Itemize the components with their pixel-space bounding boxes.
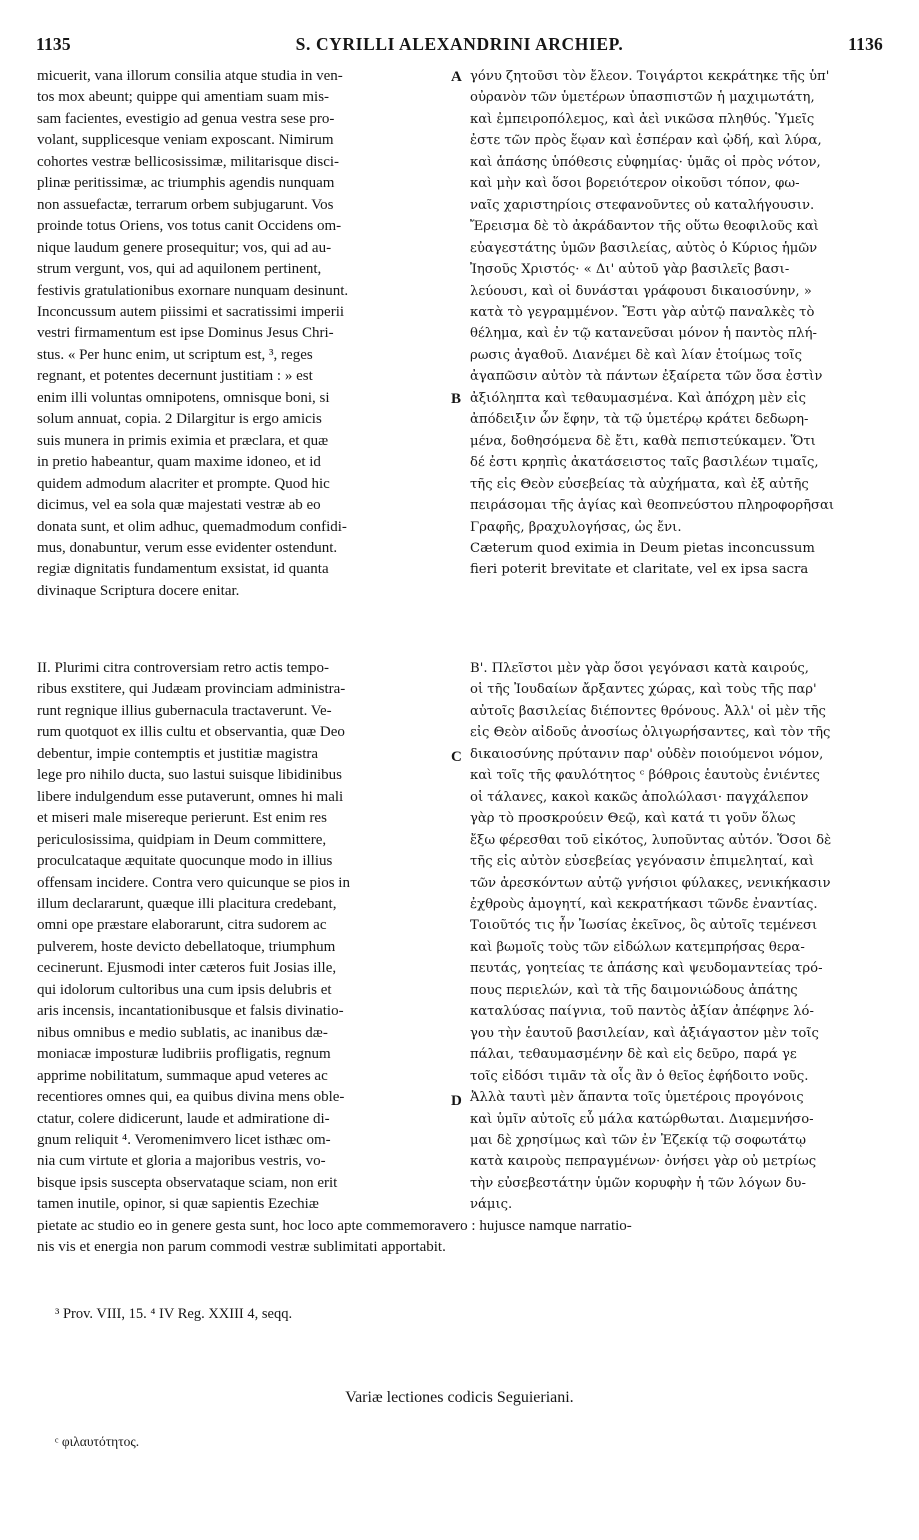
greek-line: τῶν ἀρεσκόντων αὐτῷ γνήσιοι φύλακες, νενικήκασιν	[470, 875, 831, 891]
latin-line: II. Plurimi citra controversiam retro actis tempo-	[37, 660, 329, 676]
latin-line: Inconcussum autem piissimi et sacratissimi imperii	[37, 303, 345, 320]
latin-line: sam facientes, evestigio ad genua vestra sese pro-	[37, 110, 335, 127]
greek-line: θέλημα, καὶ ἐν τῷ κατανεῦσαι μόνον ἡ παντὸς πλή-	[470, 326, 817, 342]
latin-line: illum declararunt, quæque illi placitura credebant,	[37, 895, 337, 912]
latin-line: festivis gratulationibus exornare nunquam desinunt.	[37, 282, 349, 299]
greek-line: γὰρ τὸ προσκρούειν Θεῷ, καὶ κατά τι γοῦν ὅλως	[470, 811, 796, 827]
latin-line: nique laudum genere prosequitur; vos, qui ad au-	[37, 239, 332, 256]
scripture-footnotes: ³ Prov. VIII, 15. ⁴ IV Reg. XXIII 4, seqq.	[55, 1306, 293, 1322]
greek-line: Β'. Πλεῖστοι μὲν γὰρ ὅσοι γεγόνασι κατὰ καιρούς,	[470, 661, 809, 676]
latin-line: offensam incidere. Contra vero quicunque se pios in	[37, 874, 350, 891]
greek-line: εὐαγεστάτης ὑμῶν βασιλείας, αὐτὸς ὁ Κύριος ἡμῶν	[470, 240, 818, 256]
latin-line: runt regnique illius gubernacula tractaverunt. Ve-	[37, 702, 332, 719]
latin-line: solum annuat, copia. 2 Dilargitur is ergo amicis	[37, 411, 322, 428]
latin-line: divinaque Scriptura docere enitar.	[37, 582, 240, 599]
closing-wide-paragraph	[37, 1216, 880, 1259]
greek-line: αὐτοῖς βασιλείας διέποντες θρόνους. Ἀλλ' οἱ μὲν τῆς	[470, 703, 826, 719]
greek-column-section-2	[470, 658, 880, 1216]
greek-line: γου τὴν ἑαυτοῦ βασιλείαν, καὶ ἀξιάγαστον μὲν τοῖς	[470, 1025, 819, 1041]
greek-line: ἀγαπῶσιν αὐτὸν τὰ πάντων ἐξαίρετα τῶν ὅσα ἐστὶν	[470, 369, 823, 385]
greek-line: ἐχθροὺς ἀμογητί, καὶ κεκρατήκασι τῶνδε ἐναντίας.	[470, 896, 818, 912]
greek-line: καὶ μὴν καὶ ὅσοι βορειότερον οἰκοῦσι τόπον, φω-	[470, 176, 800, 192]
latin-line: dicimus, vel ea sola quæ majestati vestræ ab eo	[37, 497, 321, 514]
latin-line: nia cum virtute et gloria a majoribus vestris, vo-	[37, 1153, 326, 1170]
latin-line: in pretio habeantur, quam maxime idoneo, et id	[37, 454, 321, 471]
greek-line: Ἔρεισμα δὲ τὸ ἀκράδαντον τῆς οὕτω θεοφιλοῦς καὶ	[470, 219, 819, 235]
latin-line: quidem admodum alacriter et prompte. Quod hic	[37, 475, 330, 492]
latin-line: nibus omnibus e medio sublatis, ac inanibus dæ-	[37, 1024, 328, 1041]
greek-line: Ἀλλὰ ταυτὶ μὲν ἅπαντα τοῖς ὑμετέροις προγόνοις	[470, 1090, 804, 1106]
greek-line: ναῖς χαριστηρίοις στεφανοῦντες οὐ καταλήγουσιν.	[470, 197, 815, 213]
latin-line: debentur, impie contemptis et justitiæ magistra	[37, 745, 319, 762]
latin-line: stus. « Per hunc enim, ut scriptum est, ³, reges	[37, 346, 313, 363]
latin-line: et miseri male misereque perierunt. Est enim res	[37, 810, 327, 827]
latin-line: proinde totus Oriens, vos totus canit Occidens om-	[37, 218, 342, 235]
greek-line: τῆς εἰς αὐτὸν εὐσεβείας γεγόνασιν ἐπιμεληταί, καὶ	[470, 854, 815, 870]
greek-line: λεύουσι, καὶ οἱ δυνάσται γράφουσι δικαιοσύνην, »	[470, 283, 812, 299]
latin-line: vestri firmamentum est ipse Dominus Jesus Chri-	[37, 325, 334, 342]
latin-line: enim illi voluntas omnipotens, omnisque boni, si	[37, 389, 330, 406]
variant-readings-caption: Variæ lectiones codicis Seguieriani.	[345, 1389, 574, 1406]
greek-column-section-1	[470, 66, 880, 581]
latin-line: periculosissima, quidpiam in Deum committere,	[37, 831, 327, 848]
latin-line: rum quotquot ex illis cultu et observantia, quæ Deo	[37, 724, 345, 741]
greek-line: πειράσομαι τῆς ἁγίας καὶ θεοπνεύστου πληροφορῆσαι	[470, 498, 835, 514]
variant-reading-c: ᶜ φιλαυτότητος.	[55, 1434, 140, 1449]
latin-line: cohortes vestræ bellicosissimæ, militarisque disci-	[37, 153, 340, 170]
greek-line: καταλύσας παίγνια, τοῦ παντὸς ἀξίαν ἀπέφηνε λό-	[470, 1004, 814, 1020]
greek-line: εἰς Θεὸν αἰδοῦς ἀνοσίως ὀλιγωρήσαντες, καὶ τὸν τῆς	[470, 725, 831, 741]
latin-line: non assuefactæ, terrarum orbem subjugarunt. Vos	[37, 196, 334, 213]
latin-line: moniacæ imposturæ ludibriis profligatis, regnum	[37, 1046, 331, 1063]
greek-line: ἀξιόληπτα καὶ τεθαυμασμένα. Καὶ ἀπόχρη μὲν εἰς	[470, 390, 806, 406]
latin-line: pulverem, hoste devicto debellatoque, triumphum	[37, 938, 336, 955]
greek-line: νάμις.	[470, 1197, 513, 1213]
latin-line: strum vergunt, vos, qui ad aquilonem pertinent,	[37, 261, 322, 278]
latin-line: regiæ dignitatis fundamentum exsistat, id quanta	[37, 561, 329, 578]
latin-column-section-1	[37, 66, 445, 602]
latin-line: libere indulgendum esse putaverunt, omnes hi mali	[37, 788, 344, 805]
latin-line: recentiores omnes qui, ea quibus divina mens oble-	[37, 1089, 345, 1106]
latin-line: tos mox abeunt; quippe qui amentiam suam mis-	[37, 89, 330, 106]
latin-line: bisque ipsis suscepta observataque sciam, non erit	[37, 1174, 338, 1191]
margin-marker-c: C	[451, 749, 462, 765]
latin-line: omni ope præstare elaborarunt, citra sudorem ac	[37, 917, 327, 934]
running-title: S. CYRILLI ALEXANDRINI ARCHIEP.	[295, 34, 624, 54]
greek-line: Ἰησοῦς Χριστός· « Δι' αὐτοῦ γὰρ βασιλεῖς βασι-	[470, 262, 790, 278]
greek-line: μαι δὲ χρησίμως καὶ τῶν ἐν Ἐζεκίᾳ τῷ σοφωτάτῳ	[470, 1132, 806, 1148]
greek-line: Τοιοῦτός τις ἦν Ἰωσίας ἐκεῖνος, ὃς αὐτοῖς τεμένεσι	[470, 918, 818, 934]
greek-line: πάλαι, τεθαυμασμένην δὲ καὶ εἰς δεῦρο, παρά γε	[470, 1047, 797, 1063]
greek-line: τῆς εἰς Θεὸν εὐσεβείας τὰ αὐχήματα, καὶ ἐξ αὐτῆς	[470, 476, 809, 492]
latin-line: apprime nobilitatum, summaque apud veteres ac	[37, 1067, 328, 1084]
greek-line: γόνυ ζητοῦσι τὸν ἔλεον. Τοιγάρτοι κεκράτηκε τῆς ὑπ'	[470, 69, 830, 84]
latin-line: plinæ peritissimæ, ac triumphis agendis nunquam	[37, 175, 335, 192]
greek-line: ἐστε τῶν πρὸς ἕῳαν καὶ ἑσπέραν καὶ ᾠδή, καὶ λύρα,	[470, 133, 822, 149]
greek-line: οἱ τῆς Ἰουδαίων ἄρξαντες χώρας, καὶ τοὺς τῆς παρ'	[470, 682, 817, 698]
latin-line: regnant, et potentes decernunt justitiam : » est	[37, 368, 313, 385]
latin-line: ctatur, colere didicerunt, laude et admiratione di-	[37, 1110, 330, 1127]
greek-line: οὐρανὸν τῶν ὑμετέρων ὑπασπιστῶν ἡ μαχιμωτάτη,	[470, 90, 815, 106]
greek-line: Γραφῆς, βραχυλογήσας, ὡς ἔνι.	[470, 519, 682, 535]
greek-line: οἱ τάλανες, κακοὶ κακῶς ἀπολώλασι· παγχάλεπον	[470, 789, 809, 805]
margin-marker-a: A	[451, 69, 462, 85]
greek-line: ρωσις ἀγαθοῦ. Διανέμει δὲ καὶ λίαν ἑτοίμως τοῖς	[470, 347, 802, 363]
greek-line: ἔξω φέρεσθαι τοῦ εἰκότος, λυποῦντας αὐτόν. Ὅσοι δὲ	[470, 832, 832, 848]
greek-line: τὴν εὐσεβεστάτην ὑμῶν κορυφὴν ἡ τῶν λόγων δυ-	[470, 1175, 806, 1191]
right-page-number: 1136	[848, 34, 883, 54]
greek-line: τοῖς εἰδόσι τιμᾶν τὰ οἷς ἂν ὁ θεῖος ἐφήδοιτο νοῦς.	[470, 1068, 809, 1084]
margin-marker-b: B	[451, 391, 462, 407]
latin-line: volant, supplicesque veniam exposcant. Nimirum	[37, 132, 334, 149]
greek-line: καὶ ὑμῖν αὐτοῖς εὖ μάλα κατώρθωται. Διαμεμνήσο-	[470, 1111, 814, 1127]
greek-line: Cæterum quod eximia in Deum pietas inconcussum	[470, 540, 815, 556]
latin-line: tamen inutile, opinor, si quæ sapientis Ezechiæ	[37, 1196, 319, 1213]
greek-line: καὶ βωμοῖς τοὺς τῶν εἰδώλων κατεμπρήσας θερα-	[470, 939, 805, 955]
wide-line: pietate ac studio eo in genere gesta sunt, hoc loco apte commemoravero : hujusce namque narratio-	[37, 1218, 632, 1234]
latin-line: mus, donabuntur, verum esse evidenter ostendunt.	[37, 539, 338, 556]
greek-line: μένα, δοθησόμενα δὲ ἔτι, καθὰ πεπιστεύκαμεν. Ὅτι	[470, 433, 816, 449]
latin-line: donata sunt, et olim adhuc, quemadmodum confidi-	[37, 518, 347, 535]
latin-line: micuerit, vana illorum consilia atque studia in ven-	[37, 68, 343, 84]
margin-marker-d: D	[451, 1093, 462, 1109]
latin-line: aris incensis, incantationibusque et falsis divinatio-	[37, 1003, 344, 1020]
latin-line: gnum reliquit ⁴. Veromenimvero licet isthæc om-	[37, 1131, 331, 1148]
latin-line: qui idolorum cultoribus una cum ipsis delubris et	[37, 981, 332, 998]
greek-line: κατὰ τὸ γεγραμμένον. Ἔστι γὰρ αὐτῷ παναλκὲς τὸ	[470, 304, 815, 320]
greek-line: κατὰ καιροὺς πεπραγμένων· ὀνήσει γὰρ οὐ μετρίως	[470, 1154, 817, 1170]
latin-line: cecinerunt. Ejusmodi inter cæteros fuit Josias ille,	[37, 960, 337, 977]
greek-line: καὶ τοῖς τῆς φαυλότητος ᶜ βόθροις ἑαυτοὺς ἐνιέντες	[470, 768, 820, 784]
latin-column-section-2	[37, 658, 445, 1216]
latin-line: ribus exstitere, qui Judæam provinciam administra-	[37, 681, 346, 698]
left-page-number: 1135	[36, 34, 71, 54]
greek-line: καὶ ἐμπειροπόλεμος, καὶ ἀεὶ νικῶσα πληθύς. Ὑμεῖς	[470, 111, 815, 127]
greek-line: καὶ ἁπάσης ὑπόθεσις εὐφημίας· ὑμᾶς οἱ πρὸς νότον,	[470, 154, 821, 170]
greek-line: πευτάς, γοητείας τε ἁπάσης καὶ ψευδομαντείας τρό-	[470, 961, 823, 977]
latin-line: proculcataque æquitate quocunque modo in illius	[37, 853, 333, 870]
latin-line: lege pro nihilo ducta, suo lastui suisque libidinibus	[37, 767, 342, 784]
greek-line: δέ ἐστι κρηπὶς ἀκατάσειστος ταῖς βασιλέων τιμαῖς,	[470, 455, 819, 471]
latin-line: suis munera in primis eximia et præclara, et quæ	[37, 432, 329, 449]
greek-line: πους περιελών, καὶ τὰ τῆς δαιμονιώδους ἀπάτης	[470, 982, 798, 998]
greek-line: δικαιοσύνης πρύτανιν παρ' οὐδὲν ποιούμενοι νόμον,	[470, 746, 824, 762]
wide-line: nis vis et energia non parum commodi vestræ sublimitati apportabit.	[37, 1239, 446, 1256]
greek-line: fieri poterit brevitate et claritate, vel ex ipsa sacra	[470, 562, 809, 578]
greek-line: ἀπόδειξιν ὧν ἔφην, τὰ τῷ ὑμετέρῳ κράτει δεδωρη-	[470, 412, 809, 428]
